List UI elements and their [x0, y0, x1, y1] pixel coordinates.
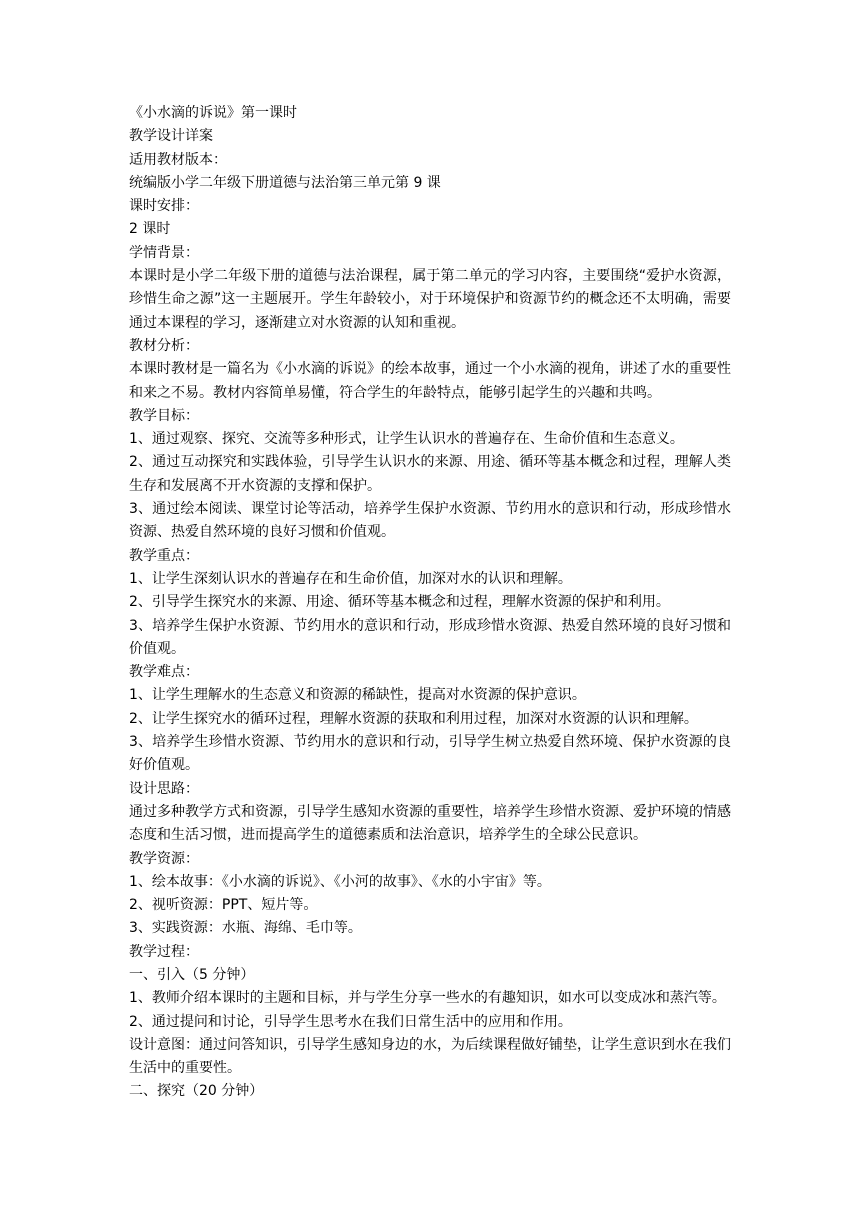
goal-item-1: 1、通过观察、探究、交流等多种形式，让学生认识水的普遍存在、生命价值和生态意义。 — [129, 431, 684, 448]
intro-item-1: 1、教师介绍本课时的主题和目标，并与学生分享一些水的有趣知识，如水可以变成冰和蒸汽等。 — [129, 990, 726, 1007]
intro-design-intent: 设计意图：通过问答知识，引导学生感知身边的水，为后续课程做好铺垫，让学生意识到水在我们生活中的重要性。 — [129, 1036, 731, 1077]
resource-item-3: 3、实践资源：水瓶、海绵、毛巾等。 — [129, 920, 362, 937]
section-heading-schedule: 课时安排： — [129, 198, 199, 215]
goal-item-3: 3、通过绘本阅读、课堂讨论等活动，培养学生保护水资源、节约用水的意识和行动，形成珍惜水资源、热爱自然环境的良好习惯和价值观。 — [129, 501, 731, 541]
schedule-value: 2 课时 — [129, 221, 171, 238]
process-step-intro: 一、引入（5 分钟） — [129, 966, 255, 983]
section-heading-goals: 教学目标： — [129, 407, 199, 424]
process-step-explore: 二、探究（20 分钟） — [129, 1083, 264, 1100]
design-paragraph: 通过多种教学方式和资源，引导学生感知水资源的重要性，培养学生珍惜水资源、爱护环境的情感态度和生活习惯，进而提高学生的道德素质和法治意识，培养学生的全球公民意识。 — [129, 803, 731, 844]
section-heading-key-points: 教学重点： — [129, 547, 199, 564]
textbook-version: 统编版小学二年级下册道德与法治第三单元第 9 课 — [129, 174, 441, 191]
section-heading-process: 教学过程： — [129, 943, 199, 960]
section-heading-resources: 教学资源： — [129, 850, 199, 867]
section-heading-textbook: 适用教材版本： — [129, 151, 227, 168]
document-page — [129, 102, 731, 1104]
intro-item-2: 2、通过提问和讨论，引导学生思考水在我们日常生活中的应用和作用。 — [129, 1013, 572, 1030]
section-heading-background: 学情背景： — [129, 244, 199, 261]
goal-item-2: 2、通过互动探究和实践体验，引导学生认识水的来源、用途、循环等基本概念和过程，理解人类生存和发展离不开水资源的支撑和保护。 — [129, 454, 731, 494]
analysis-paragraph: 本课时教材是一篇名为《小水滴的诉说》的绘本故事，通过一个小水滴的视角，讲述了水的重要性和来之不易。教材内容简单易懂，符合学生的年龄特点，能够引起学生的兴趣和共鸣。 — [129, 361, 731, 401]
difficulty-item-2: 2、让学生探究水的循环过程，理解水资源的获取和利用过程，加深对水资源的认识和理解。 — [129, 710, 698, 727]
difficulty-item-3: 3、培养学生珍惜水资源、节约用水的意识和行动，引导学生树立热爱自然环境、保护水资源的良好价值观。 — [129, 734, 731, 774]
key-point-item-1: 1、让学生深刻认识水的普遍存在和生命价值，加深对水的认识和理解。 — [129, 570, 572, 587]
key-point-item-3: 3、培养学生保护水资源、节约用水的意识和行动，形成珍惜水资源、热爱自然环境的良好习惯和价值观。 — [129, 617, 731, 657]
section-heading-design: 设计思路： — [129, 780, 199, 797]
lesson-title: 《小水滴的诉说》第一课时 — [129, 105, 297, 121]
section-heading-analysis: 教材分析： — [129, 337, 199, 354]
key-point-item-2: 2、引导学生探究水的来源、用途、循环等基本概念和过程，理解水资源的保护和利用。 — [129, 594, 670, 611]
doc-subtitle: 教学设计详案 — [129, 128, 213, 145]
section-heading-difficulties: 教学难点： — [129, 664, 199, 681]
background-paragraph: 本课时是小学二年级下册的道德与法治课程，属于第二单元的学习内容，主要围绕“爱护水资源，珍惜生命之源”这一主题展开。学生年龄较小，对于环境保护和资源节约的概念还不太明确，需要通过本课程的学习，逐渐建立对水资源的认知和重视。 — [129, 268, 731, 331]
resource-item-1: 1、绘本故事：《小水滴的诉说》、《小河的故事》、《水的小宇宙》等。 — [129, 873, 551, 890]
difficulty-item-1: 1、让学生理解水的生态意义和资源的稀缺性，提高对水资源的保护意识。 — [129, 687, 586, 704]
resource-item-2: 2、视听资源：PPT、短片等。 — [129, 897, 318, 914]
